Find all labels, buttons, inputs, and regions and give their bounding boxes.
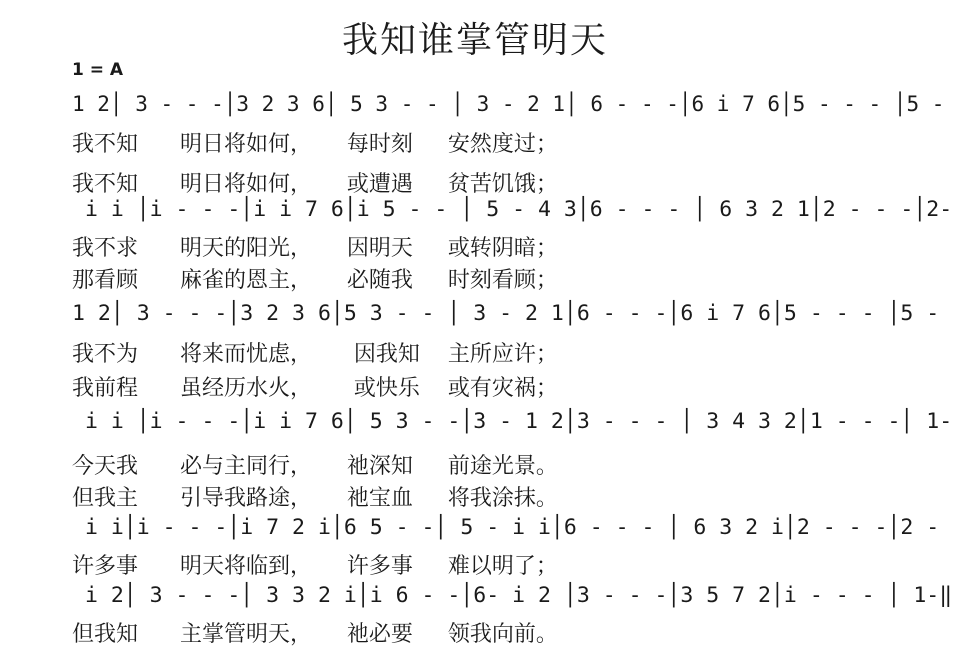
lyric-line-1-verse-2: 我不知 明日将如何， 或遭遇 贫苦饥饿； bbox=[72, 172, 558, 197]
lyric-line-2-verse-1: 我不求 明天的阳光， 因明天 或转阴暗； bbox=[72, 236, 558, 261]
key-signature: 1 = A bbox=[72, 60, 124, 80]
notation-row-4: i i │i - - -│i i 7 6│ 5 3 - -│3 - 1 2│3 - - - │ 3 4 3 2│1 - - -│ 1- bbox=[72, 409, 953, 434]
lyric-line-1-verse-1: 我不知 明日将如何， 每时刻 安然度过； bbox=[72, 132, 558, 157]
notation-row-5: i i│i - - -│i 7 2 i│6 5 - -│ 5 - i i│6 - - - │ 6 3 2 i│2 - - -│2 - bbox=[72, 515, 940, 540]
notation-row-2: i i │i - - -│i i 7 6│i 5 - - │ 5 - 4 3│6 - - - │ 6 3 2 1│2 - - -│2- bbox=[72, 197, 953, 222]
song-title: 我知谁掌管明天 bbox=[341, 20, 608, 61]
lyric-line-4-verse-2: 但我主 引导我路途， 祂宝血 将我涂抹。 bbox=[72, 486, 558, 511]
notation-row-1: 1 2│ 3 - - -│3 2 3 6│ 5 3 - - │ 3 - 2 1│ 6 - - -│6 i 7 6│5 - - - │5 - bbox=[72, 92, 945, 116]
lyric-line-4-verse-1: 今天我 必与主同行， 祂深知 前途光景。 bbox=[72, 454, 558, 479]
notation-row-6: i 2│ 3 - - -│ 3 3 2 i│i 6 - -│6- i 2 │3 - - -│3 5 7 2│i - - - │ 1-‖ bbox=[72, 583, 953, 608]
lyric-line-6: 但我知 主掌管明天， 祂必要 领我向前。 bbox=[72, 622, 558, 647]
lyric-line-3-verse-1: 我不为 将来而忧虑， 因我知 主所应许； bbox=[72, 342, 558, 367]
lyric-line-3-verse-2: 我前程 虽经历水火， 或快乐 或有灾祸； bbox=[72, 376, 558, 401]
notation-row-3: 1 2│ 3 - - -│3 2 3 6│5 3 - - │ 3 - 2 1│6 - - -│6 i 7 6│5 - - - │5 - bbox=[72, 301, 940, 326]
lyric-line-5: 许多事 明天将临到， 许多事 难以明了； bbox=[72, 554, 558, 579]
lyric-line-2-verse-2: 那看顾 麻雀的恩主， 必随我 时刻看顾； bbox=[72, 268, 558, 293]
